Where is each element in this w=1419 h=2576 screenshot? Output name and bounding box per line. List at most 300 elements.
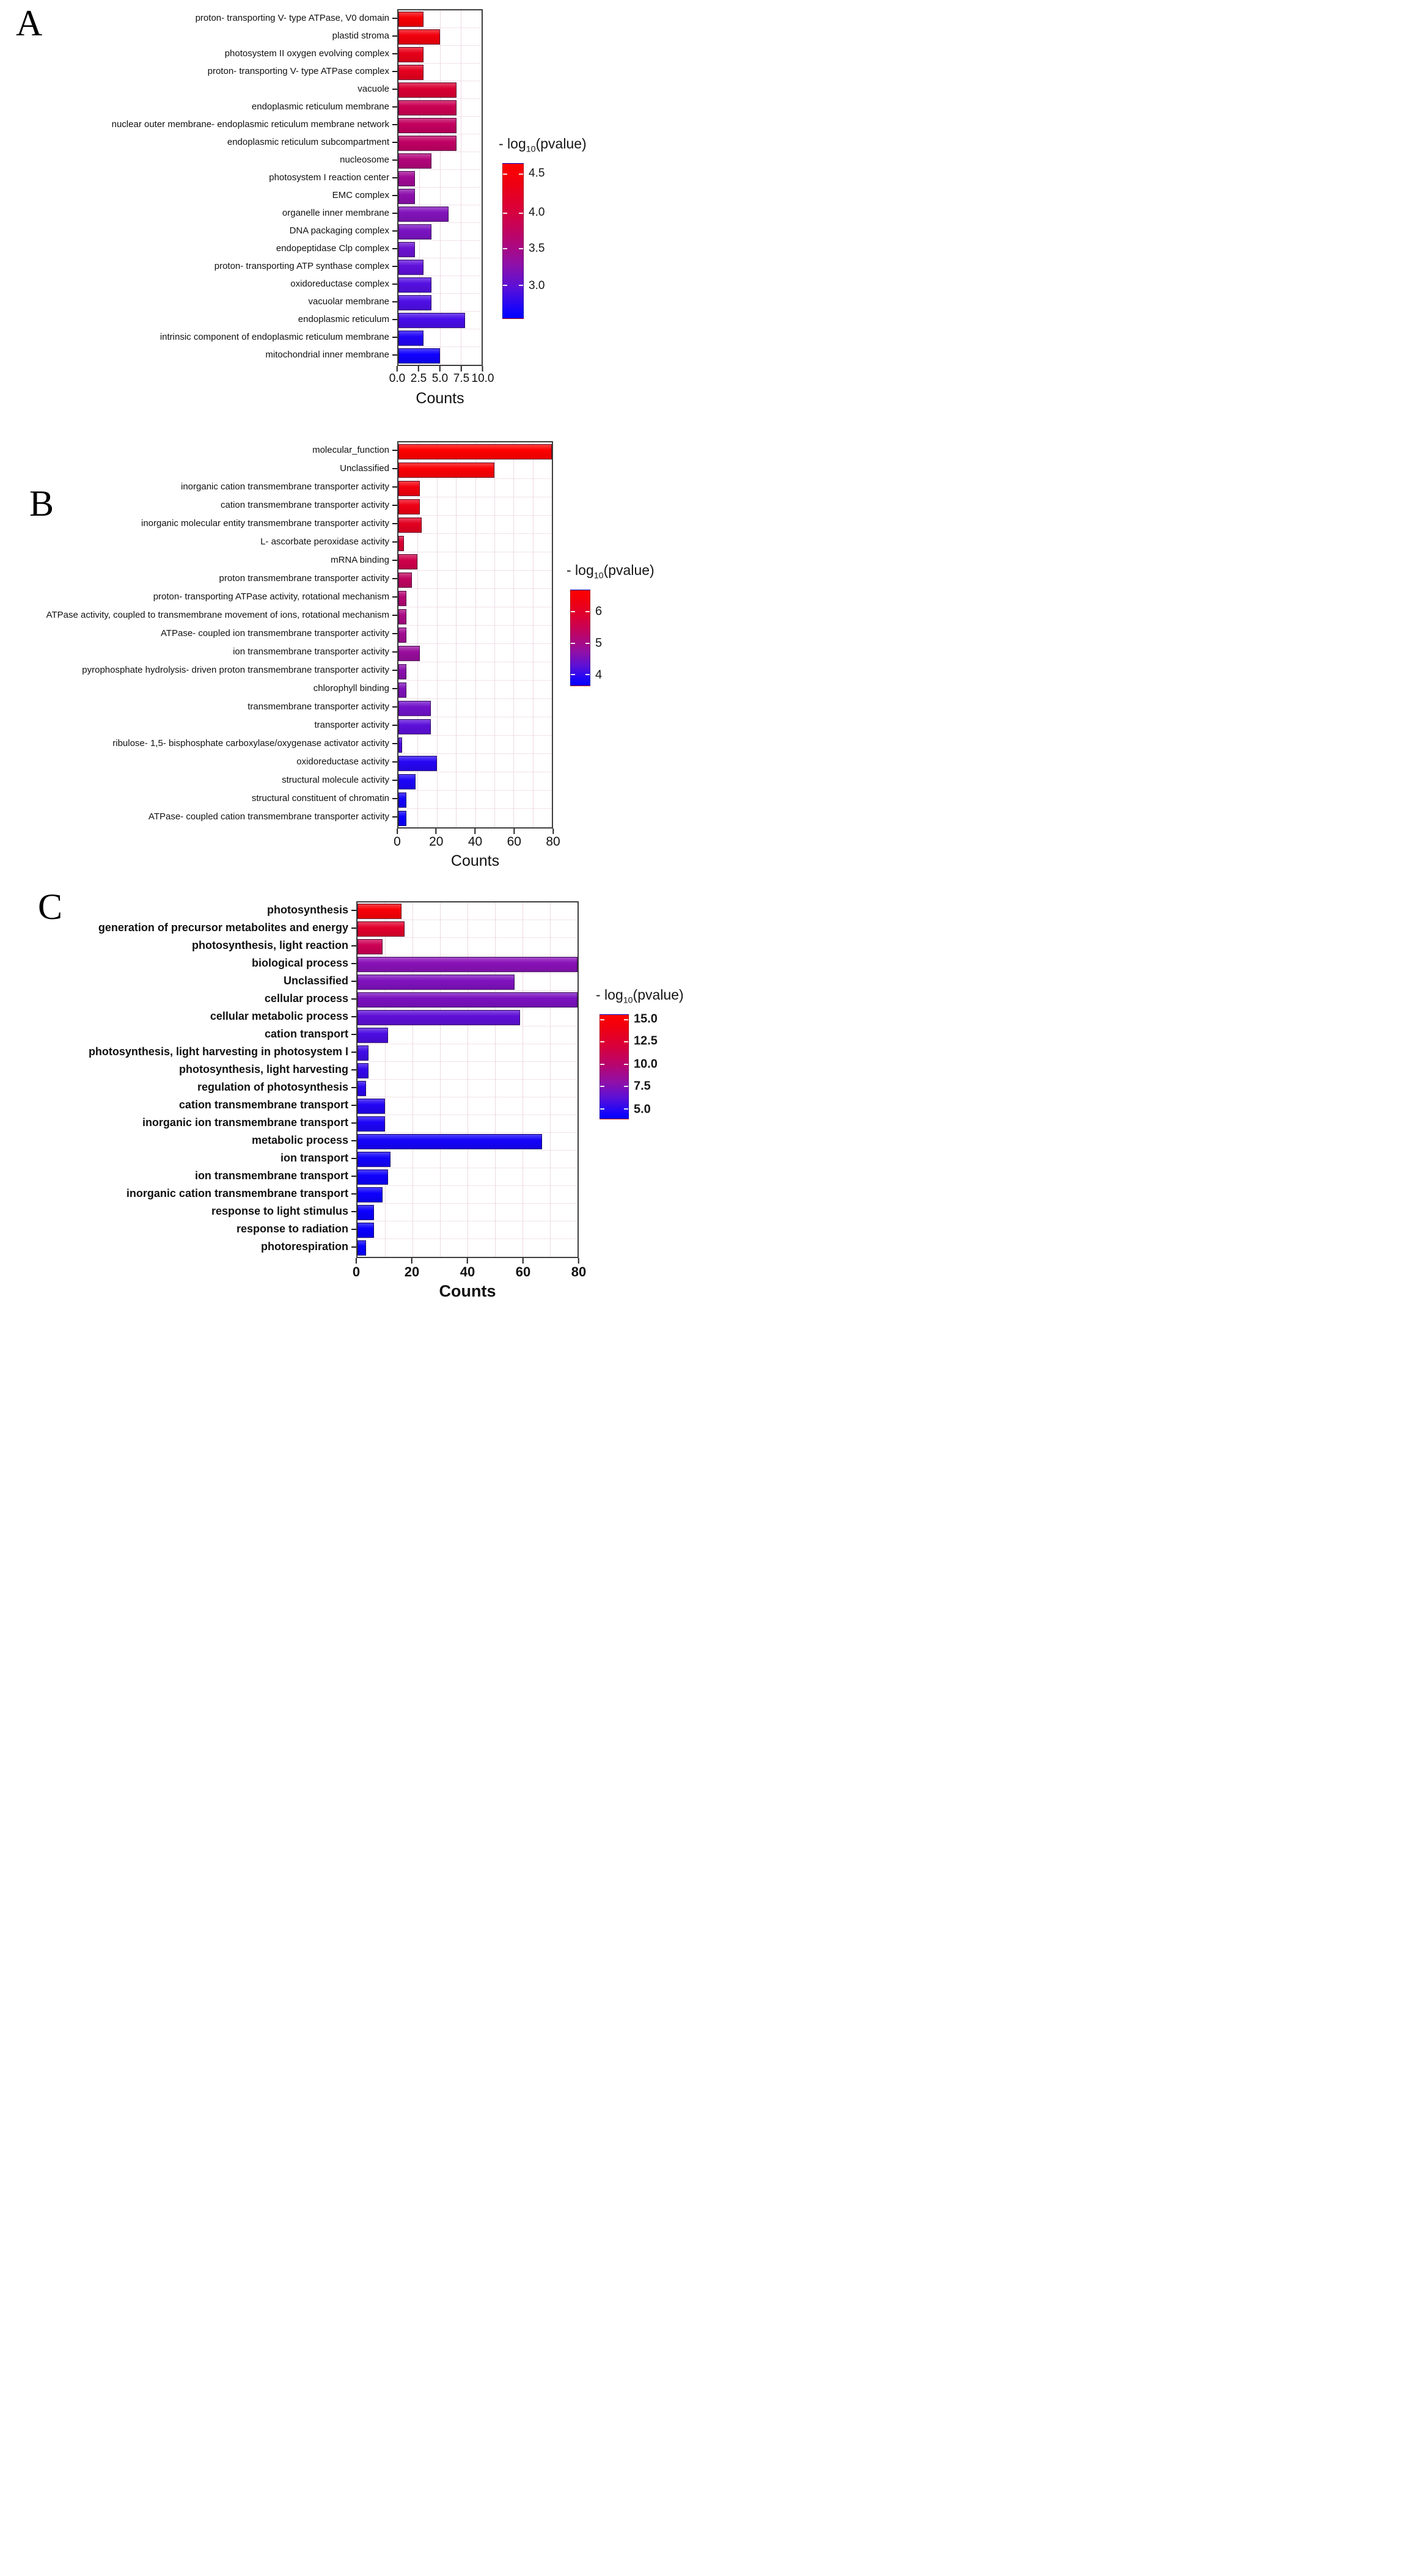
y-tick-mark: [351, 1193, 356, 1195]
y-tick-mark: [392, 670, 397, 671]
category-label: photosynthesis, light harvesting: [178, 1063, 348, 1076]
bar: [398, 189, 415, 204]
category-label: cation transport: [264, 1028, 348, 1041]
x-tick: [353, 1258, 360, 1280]
bar: [398, 664, 406, 679]
bar-row: [398, 152, 482, 170]
colorbar-tick-label: 15.0: [634, 1012, 658, 1026]
y-tick-mark: [351, 1052, 356, 1053]
bar: [398, 65, 424, 80]
category-row: [0, 293, 397, 310]
category-row: [0, 533, 397, 551]
bar: [358, 1045, 369, 1061]
bar-rows: [358, 902, 578, 1257]
bar-row: [358, 1168, 578, 1186]
panel-letter-a: A: [16, 3, 43, 43]
y-tick-mark: [392, 560, 397, 561]
category-label: proton- transporting V- type ATPase, V0 domain: [195, 12, 389, 23]
category-row: [0, 1025, 356, 1043]
category-row: [0, 753, 397, 771]
category-label: organelle inner membrane: [282, 207, 389, 218]
category-row: [0, 1096, 356, 1114]
colorbar-tick-mark: [571, 674, 575, 675]
bar-row: [398, 329, 482, 347]
y-tick-mark: [392, 596, 397, 598]
category-row: [0, 789, 397, 808]
bar: [398, 29, 440, 45]
bar: [358, 904, 402, 919]
colorbar-tick-label: 6: [595, 604, 603, 618]
category-label: Unclassified: [283, 975, 348, 987]
category-label: cation transmembrane transporter activity: [221, 500, 389, 511]
colorbar-tick-label: 5: [595, 636, 603, 650]
x-axis: [394, 829, 560, 852]
category-row: [0, 937, 356, 954]
category-row: [0, 1167, 356, 1185]
bar: [398, 591, 406, 606]
bar-row: [398, 312, 482, 329]
bar: [358, 1099, 385, 1114]
bar: [398, 277, 431, 293]
bar: [398, 118, 457, 133]
bar: [358, 957, 578, 972]
y-tick-mark: [392, 816, 397, 818]
colorbar-tick-mark: [624, 1108, 628, 1110]
legend-title: [566, 562, 654, 581]
x-tick-mark: [436, 829, 437, 834]
category-label: oxidoreductase activity: [296, 756, 389, 767]
y-tick-mark: [351, 1140, 356, 1141]
x-tick-mark: [578, 1258, 579, 1264]
y-tick-mark: [392, 319, 397, 320]
bar: [398, 682, 406, 698]
bar-row: [358, 1062, 578, 1080]
category-row: [0, 275, 397, 293]
x-tick-mark: [552, 829, 554, 834]
panel-c: [0, 886, 710, 1300]
bar-row: [358, 991, 578, 1009]
colorbar-tick-mark: [519, 174, 523, 175]
colorbar-tick-label: 5.0: [634, 1102, 651, 1116]
category-row: [0, 27, 397, 45]
bar: [398, 756, 437, 771]
y-tick-mark: [392, 230, 397, 232]
chart-b: [0, 429, 560, 870]
bar-row: [398, 534, 552, 552]
x-tick-mark: [397, 829, 398, 834]
x-tick: [571, 1258, 586, 1280]
colorbar-wrap: [502, 163, 587, 319]
panel-letter-b: B: [29, 483, 54, 524]
x-tick-mark: [418, 366, 419, 371]
x-tick-label: 40: [460, 1264, 475, 1279]
category-row: [0, 310, 397, 328]
x-tick-mark: [474, 829, 475, 834]
category-row: [0, 954, 356, 972]
bar: [398, 260, 424, 275]
category-label: inorganic ion transmembrane transport: [142, 1116, 348, 1129]
bar-row: [398, 294, 482, 312]
bar: [398, 100, 457, 115]
category-label: Unclassified: [340, 463, 389, 474]
category-label: inorganic molecular entity transmembrane transporter activity: [141, 518, 389, 529]
x-tick: [546, 829, 560, 849]
bar-row: [358, 902, 578, 920]
bar: [398, 331, 424, 346]
bar: [398, 313, 465, 328]
y-tick-mark: [392, 486, 397, 488]
panel-letter-c: C: [38, 887, 63, 927]
colorbar-tick-mark: [624, 1086, 628, 1087]
colorbar-tick-mark: [600, 1019, 604, 1020]
category-row: [0, 496, 397, 514]
bar-row: [358, 1221, 578, 1239]
x-tick: [507, 829, 521, 849]
category-row: [0, 186, 397, 204]
bar: [398, 348, 440, 364]
category-label: photosynthesis, light harvesting in photosystem I: [88, 1045, 348, 1058]
bar-row: [398, 516, 552, 534]
bar-row: [358, 1026, 578, 1044]
y-tick-mark: [392, 71, 397, 72]
legend-title-suffix: (pvalue): [535, 136, 587, 152]
category-label: L- ascorbate peroxidase activity: [260, 536, 389, 547]
x-tick: [516, 1258, 530, 1280]
bar-row: [398, 347, 482, 365]
colorbar-tick-label: 4.0: [529, 206, 545, 219]
bar-row: [358, 920, 578, 938]
legend-title: [596, 987, 684, 1006]
plot-column: [394, 429, 560, 870]
category-row: [0, 459, 397, 478]
x-axis: [352, 1258, 587, 1281]
bar-row: [358, 1097, 578, 1115]
colorbar-legend: [596, 886, 684, 1119]
category-row: [0, 240, 397, 257]
bar-row: [358, 1115, 578, 1133]
category-row: [0, 734, 397, 753]
x-tick-label: 80: [546, 835, 560, 849]
colorbar-tick-mark: [585, 674, 590, 675]
bar: [358, 1081, 366, 1096]
category-row: [0, 514, 397, 533]
category-label: intrinsic component of endoplasmic reticulum membrane: [160, 331, 389, 342]
y-tick-mark: [351, 1069, 356, 1070]
y-tick-mark: [392, 124, 397, 125]
legend-title-prefix: - log: [566, 562, 594, 578]
category-label: ion transport: [280, 1152, 348, 1165]
bar-row: [398, 772, 552, 791]
x-tick: [405, 1258, 419, 1280]
x-tick-label: 2.5: [410, 372, 427, 385]
legend-title-subscript: 10: [593, 571, 604, 581]
bar-row: [358, 956, 578, 973]
bar: [398, 171, 415, 186]
x-tick-label: 40: [468, 835, 483, 849]
colorbar-legend: [499, 0, 587, 319]
category-label: DNA packaging complex: [289, 225, 389, 236]
y-tick-mark: [351, 1176, 356, 1177]
panel-b: [0, 429, 710, 886]
bar-row: [358, 938, 578, 956]
y-tick-mark: [392, 354, 397, 356]
category-label: mitochondrial inner membrane: [265, 349, 389, 360]
legend-title-prefix: - log: [499, 136, 526, 152]
y-tick-mark: [392, 706, 397, 708]
category-label: cation transmembrane transport: [178, 1099, 348, 1111]
bar-row: [358, 1009, 578, 1026]
y-tick-mark: [392, 761, 397, 763]
bar: [398, 774, 416, 789]
category-label: ATPase- coupled ion transmembrane transporter activity: [160, 628, 389, 639]
legend-title-subscript: 10: [526, 144, 536, 155]
category-label: mRNA binding: [331, 555, 389, 566]
bar-row: [398, 276, 482, 294]
y-tick-mark: [351, 1122, 356, 1124]
category-label: photosystem II oxygen evolving complex: [224, 48, 389, 59]
y-tick-mark: [392, 89, 397, 90]
category-row: [0, 80, 397, 98]
colorbar-tick-label: 3.5: [529, 241, 545, 255]
colorbar-tick-mark: [503, 213, 507, 214]
bar: [398, 518, 422, 533]
category-row: [0, 588, 397, 606]
y-tick-mark: [392, 213, 397, 214]
category-row: [0, 643, 397, 661]
x-tick-label: 80: [571, 1264, 587, 1279]
y-tick-mark: [351, 981, 356, 982]
colorbar: [502, 163, 524, 319]
x-axis-title: Counts: [450, 852, 500, 869]
category-row: [0, 328, 397, 346]
x-tick-label: 20: [404, 1264, 420, 1279]
y-tick-mark: [351, 1016, 356, 1017]
bar-row: [398, 99, 482, 117]
panel-a: [0, 0, 710, 429]
category-label: proton- transporting V- type ATPase complex: [207, 65, 389, 76]
bar-row: [358, 1151, 578, 1168]
y-tick-mark: [392, 725, 397, 726]
y-tick-mark: [351, 1211, 356, 1212]
bar: [398, 554, 417, 569]
category-row: [0, 771, 397, 789]
colorbar-tick-mark: [624, 1019, 628, 1020]
category-label: photosynthesis, light reaction: [191, 939, 348, 952]
bar: [358, 1223, 374, 1238]
y-tick-mark: [392, 266, 397, 267]
category-labels: [0, 429, 397, 870]
colorbar-tick-mark: [571, 643, 575, 644]
y-tick-mark: [392, 578, 397, 579]
bar: [398, 295, 431, 310]
colorbar: [570, 590, 590, 686]
bar-row: [398, 791, 552, 809]
bar: [358, 1063, 369, 1078]
y-tick-mark: [351, 1246, 356, 1248]
y-tick-mark: [392, 18, 397, 19]
x-tick-label: 60: [507, 835, 521, 849]
bar-row: [398, 134, 482, 152]
category-row: [0, 204, 397, 222]
category-label: endoplasmic reticulum subcompartment: [227, 136, 389, 147]
category-label: cellular process: [264, 992, 348, 1005]
y-tick-mark: [351, 910, 356, 911]
bar-rows: [398, 442, 552, 827]
category-row: [0, 698, 397, 716]
category-label: nuclear outer membrane- endoplasmic reticulum membrane network: [111, 119, 389, 130]
x-tick-mark: [522, 1258, 524, 1264]
bar-row: [358, 1186, 578, 1204]
y-tick-mark: [351, 1105, 356, 1106]
category-row: [0, 478, 397, 496]
category-row: [0, 1185, 356, 1202]
category-label: photosystem I reaction center: [269, 172, 389, 183]
x-tick-mark: [467, 1258, 468, 1264]
bar-row: [398, 117, 482, 134]
bar: [398, 47, 424, 62]
legend-title-suffix: (pvalue): [603, 562, 654, 578]
chart-c: [0, 886, 587, 1301]
chart-a: [0, 0, 494, 408]
bar-row: [398, 607, 552, 626]
plot-area: [397, 441, 553, 829]
y-tick-mark: [392, 523, 397, 524]
bar: [398, 811, 406, 826]
category-row: [0, 151, 397, 169]
bar-row: [398, 809, 552, 827]
category-label: inorganic cation transmembrane transport: [126, 1187, 348, 1200]
bar-row: [398, 46, 482, 64]
bar-row: [398, 223, 482, 241]
bar-row: [398, 205, 482, 223]
bar-rows: [398, 10, 482, 365]
bar-row: [358, 1044, 578, 1062]
category-row: [0, 98, 397, 115]
category-row: [0, 1008, 356, 1025]
x-tick: [389, 366, 405, 386]
category-row: [0, 1061, 356, 1078]
y-tick-mark: [351, 998, 356, 1000]
y-tick-mark: [351, 1087, 356, 1088]
category-row: [0, 133, 397, 151]
x-tick: [472, 366, 494, 386]
category-label: endoplasmic reticulum membrane: [251, 101, 389, 112]
bar: [398, 207, 449, 222]
y-tick-mark: [392, 248, 397, 249]
bar-row: [358, 1080, 578, 1097]
category-label: structural constituent of chromatin: [251, 793, 389, 804]
category-label: proton- transporting ATPase activity, rotational mechanism: [153, 591, 389, 602]
colorbar-tick-mark: [624, 1041, 628, 1042]
bar: [398, 463, 494, 478]
category-label: ribulose- 1,5- bisphosphate carboxylase/oxygenase activator activity: [112, 738, 389, 749]
bar: [358, 1010, 520, 1025]
x-axis-title: Counts: [416, 390, 464, 407]
y-tick-mark: [392, 284, 397, 285]
x-tick-mark: [356, 1258, 357, 1264]
category-label: structural molecule activity: [282, 775, 389, 786]
bar-row: [398, 28, 482, 46]
y-tick-mark: [351, 1158, 356, 1159]
category-label: photorespiration: [261, 1240, 348, 1253]
y-tick-mark: [392, 798, 397, 799]
x-tick: [411, 366, 427, 386]
x-tick: [394, 829, 401, 849]
category-label: molecular_function: [312, 445, 389, 456]
x-tick: [453, 366, 469, 386]
category-row: [0, 346, 397, 364]
y-tick-mark: [392, 780, 397, 781]
y-tick-mark: [392, 468, 397, 469]
colorbar-wrap: [600, 1014, 684, 1119]
colorbar-tick-mark: [600, 1086, 604, 1087]
bar: [398, 136, 457, 151]
category-row: [0, 1078, 356, 1096]
y-tick-mark: [351, 945, 356, 946]
colorbar-tick-mark: [503, 285, 507, 286]
colorbar-tick-mark: [600, 1108, 604, 1110]
legend-title-suffix: (pvalue): [632, 987, 684, 1003]
bar: [398, 573, 412, 588]
x-tick-mark: [439, 366, 441, 371]
category-label: ATPase activity, coupled to transmembrane movement of ions, rotational mechanism: [46, 610, 389, 621]
colorbar-legend: [566, 429, 654, 686]
category-label: endopeptidase Clp complex: [276, 243, 389, 254]
bar-row: [398, 644, 552, 662]
y-tick-mark: [392, 177, 397, 178]
category-row: [0, 222, 397, 240]
bar-row: [398, 10, 482, 28]
bar: [358, 1028, 388, 1043]
plot-column: [389, 0, 494, 408]
bar-row: [398, 258, 482, 276]
colorbar: [600, 1014, 629, 1119]
x-tick-label: 0: [394, 835, 401, 849]
bar-row: [398, 81, 482, 99]
bar-row: [398, 479, 552, 497]
y-tick-mark: [392, 450, 397, 451]
bar: [398, 242, 415, 257]
colorbar-tick-mark: [600, 1041, 604, 1042]
bar-row: [398, 170, 482, 188]
category-label: biological process: [251, 957, 348, 970]
category-row: [0, 441, 397, 459]
category-label: proton transmembrane transporter activity: [219, 573, 389, 584]
bar-row: [398, 699, 552, 717]
bar: [358, 1116, 385, 1132]
legend-title-subscript: 10: [623, 995, 633, 1006]
y-tick-mark: [392, 651, 397, 653]
category-label: ion transmembrane transport: [194, 1169, 348, 1182]
legend-title: [499, 136, 587, 155]
bar: [398, 224, 431, 240]
x-tick-mark: [411, 1258, 413, 1264]
y-tick-mark: [392, 541, 397, 543]
category-label: inorganic cation transmembrane transporter activity: [181, 481, 389, 492]
colorbar-tick-mark: [519, 213, 523, 214]
colorbar-tick-label: 10.0: [634, 1057, 658, 1071]
category-label: ion transmembrane transporter activity: [233, 646, 389, 657]
bar: [358, 1187, 383, 1202]
y-tick-mark: [392, 195, 397, 196]
bar: [358, 1152, 391, 1167]
category-row: [0, 257, 397, 275]
colorbar-tick-label: 12.5: [634, 1034, 658, 1048]
category-row: [0, 990, 356, 1008]
category-label: oxidoreductase complex: [290, 278, 389, 289]
y-tick-mark: [392, 142, 397, 143]
colorbar-wrap: [570, 590, 654, 686]
